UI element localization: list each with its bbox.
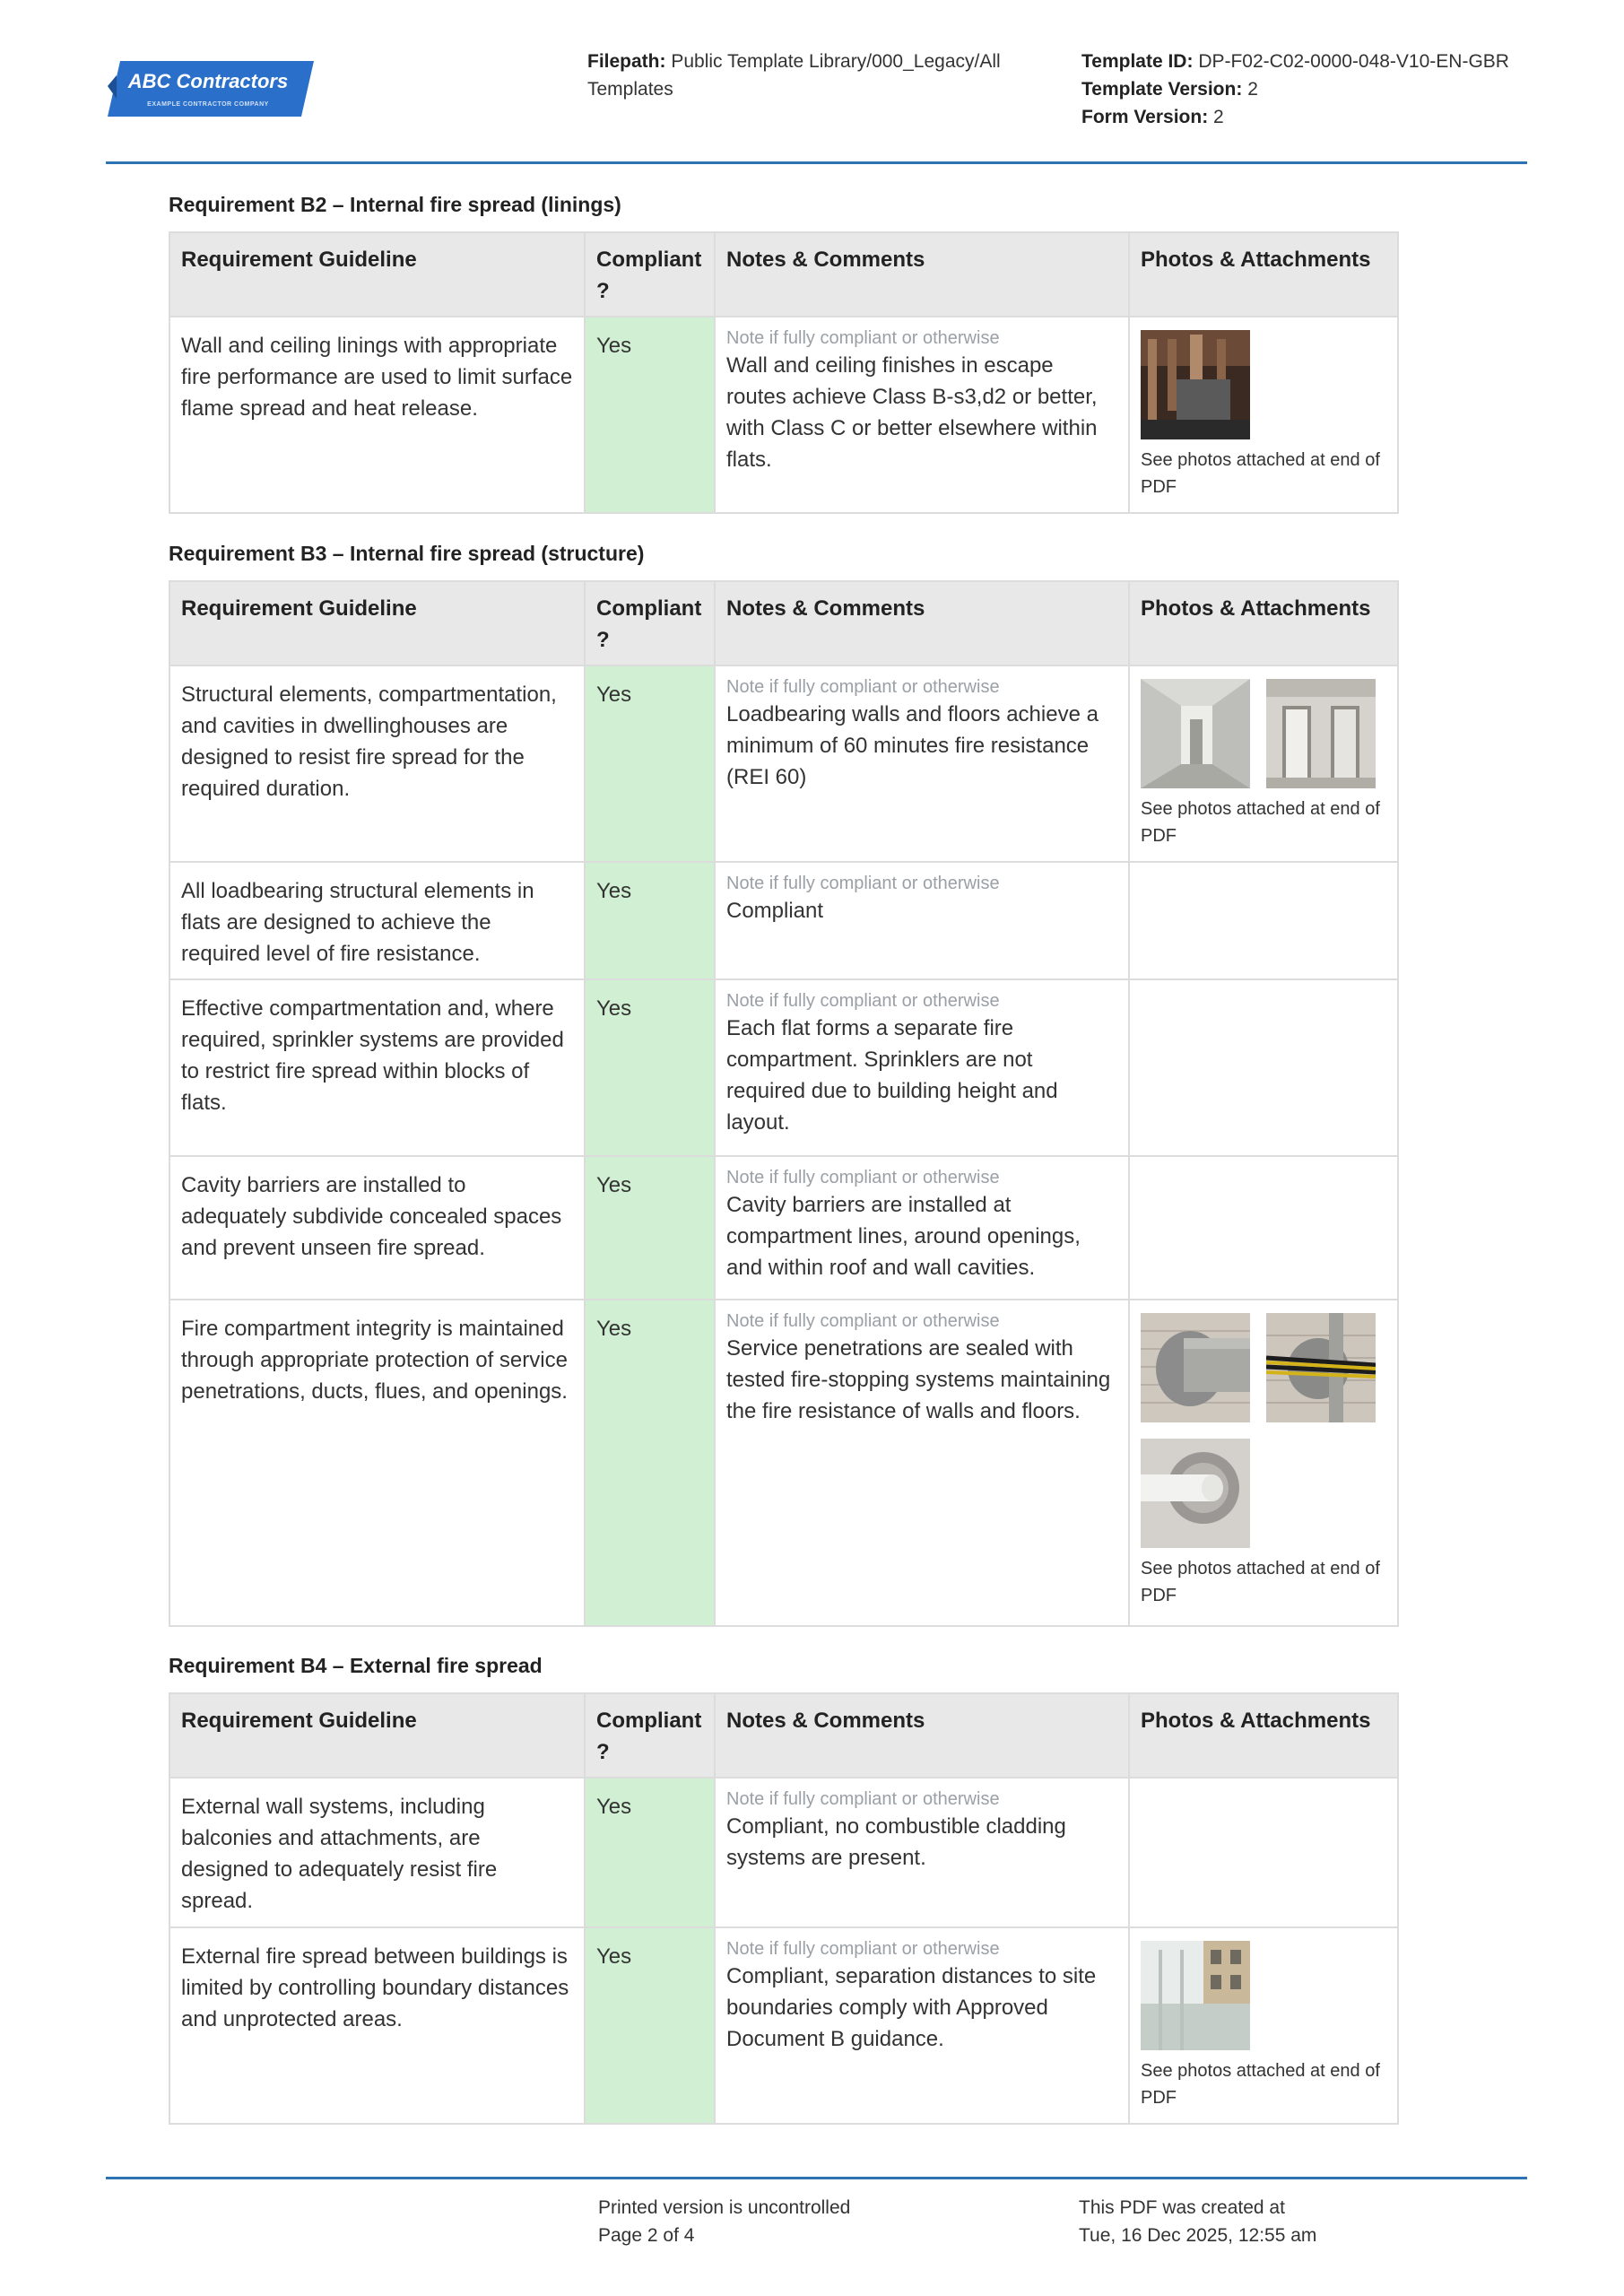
table-row [169, 862, 1398, 979]
photos-cell [1129, 1778, 1398, 1927]
photos-cell [1129, 979, 1398, 1156]
template-version-label: Template Version: [1081, 79, 1243, 100]
guideline-cell: External fire spread between buildings is limited by controlling boundary distances and unprotected areas. [169, 1927, 585, 2124]
notes-cell [715, 1156, 1129, 1300]
note-text: Service penetrations are sealed with tested fire-stopping systems maintaining the fire resistance of walls and floors. [726, 1336, 1111, 1423]
photos-cell [1129, 317, 1398, 513]
table-header-row [169, 1693, 1398, 1778]
filepath-value: Public Template Library/000_Legacy/All Templates [587, 51, 1001, 100]
notes-cell [715, 317, 1129, 513]
requirement-table-b3 [169, 580, 1399, 1627]
photo-note: See photos attached at end of PDF [1141, 799, 1380, 846]
company-logo [108, 59, 314, 118]
compliant-cell: Yes [585, 1156, 715, 1300]
table-header-row [169, 232, 1398, 317]
col-header-compliant: Compliant ? [585, 232, 715, 317]
table-row [169, 1778, 1398, 1927]
guideline-cell: Effective compartmentation and, where required, sprinkler systems are provided to restrict fire spread within blocks of flats. [169, 979, 585, 1156]
template-meta-block [1081, 48, 1548, 131]
guideline-cell: Structural elements, compartmentation, and cavities in dwellinghouses are designed to resist fire spread for the required duration. [169, 665, 585, 862]
col-header-compliant: Compliant ? [585, 1693, 715, 1778]
guideline-cell: Cavity barriers are installed to adequately subdivide concealed spaces and prevent unseen fire spread. [169, 1156, 585, 1300]
compliant-cell: Yes [585, 1778, 715, 1927]
note-hint: Note if fully compliant or otherwise [726, 677, 1000, 697]
col-header-notes: Notes & Comments [715, 232, 1129, 317]
note-hint: Note if fully compliant or otherwise [726, 991, 1000, 1011]
guideline-cell: All loadbearing structural elements in flats are designed to achieve the required level of fire resistance. [169, 862, 585, 979]
notes-cell [715, 1300, 1129, 1626]
compliant-cell: Yes [585, 665, 715, 862]
col-header-photos: Photos & Attachments [1129, 232, 1398, 317]
photo-thumbnail[interactable] [1141, 330, 1250, 439]
photos-cell [1129, 1156, 1398, 1300]
table-header-row [169, 581, 1398, 665]
table-row [169, 1927, 1398, 2124]
table-row [169, 1300, 1398, 1626]
photos-cell [1129, 1300, 1398, 1626]
filepath-label: Filepath: [587, 51, 666, 72]
col-header-notes: Notes & Comments [715, 1693, 1129, 1778]
compliant-cell: Yes [585, 1300, 715, 1626]
col-header-compliant: Compliant ? [585, 581, 715, 665]
template-id-value: DP-F02-C02-0000-048-V10-EN-GBR [1198, 51, 1509, 72]
footer-divider [106, 2177, 1527, 2179]
photos-cell [1129, 1927, 1398, 2124]
note-text: Compliant, no combustible cladding systems are present. [726, 1814, 1066, 1870]
photo-note: See photos attached at end of PDF [1141, 1559, 1380, 1605]
compliant-cell: Yes [585, 979, 715, 1156]
table-row [169, 1156, 1398, 1300]
created-timestamp: Tue, 16 Dec 2025, 12:55 am [1079, 2225, 1317, 2246]
form-version-label: Form Version: [1081, 107, 1209, 127]
photo-thumbnail[interactable] [1141, 1941, 1250, 2050]
photo-note: See photos attached at end of PDF [1141, 450, 1380, 497]
logo-tagline: EXAMPLE CONTRACTOR COMPANY [147, 101, 269, 108]
col-header-guideline: Requirement Guideline [169, 232, 585, 317]
form-version-value: 2 [1213, 107, 1224, 127]
col-header-photos: Photos & Attachments [1129, 1693, 1398, 1778]
uncontrolled-notice: Printed version is uncontrolled [598, 2197, 851, 2218]
filepath-block [587, 48, 1054, 103]
note-hint: Note if fully compliant or otherwise [726, 1939, 1000, 1959]
col-header-photos: Photos & Attachments [1129, 581, 1398, 665]
col-header-guideline: Requirement Guideline [169, 581, 585, 665]
photos-cell [1129, 665, 1398, 862]
notes-cell [715, 1778, 1129, 1927]
footer-right [1079, 2194, 1316, 2249]
note-text: Compliant [726, 899, 824, 923]
template-id-label: Template ID: [1081, 51, 1194, 72]
guideline-cell: External wall systems, including balconies and attachments, are designed to adequately resist fire spread. [169, 1778, 585, 1927]
guideline-cell: Wall and ceiling linings with appropriate fire performance are used to limit surface flame spread and heat release. [169, 317, 585, 513]
note-text: Cavity barriers are installed at compartment lines, around openings, and within roof and wall cavities. [726, 1193, 1081, 1280]
note-text: Each flat forms a separate fire compartment. Sprinklers are not required due to building height and layout. [726, 1016, 1058, 1135]
requirement-table-b2 [169, 231, 1399, 514]
note-hint: Note if fully compliant or otherwise [726, 1789, 1000, 1809]
table-row [169, 317, 1398, 513]
logo-name: ABC Contractors [127, 70, 289, 92]
notes-cell [715, 979, 1129, 1156]
header-divider [106, 161, 1527, 164]
section-title-b2: Requirement B2 – Internal fire spread (linings) [169, 193, 621, 216]
photo-thumbnail[interactable] [1141, 679, 1250, 788]
notes-cell [715, 1927, 1129, 2124]
section-title-b4: Requirement B4 – External fire spread [169, 1654, 543, 1677]
note-hint: Note if fully compliant or otherwise [726, 1311, 1000, 1331]
compliant-cell: Yes [585, 1927, 715, 2124]
notes-cell [715, 862, 1129, 979]
photo-thumbnail[interactable] [1266, 1313, 1376, 1422]
photo-thumbnail[interactable] [1266, 679, 1376, 788]
note-hint: Note if fully compliant or otherwise [726, 1168, 1000, 1187]
note-hint: Note if fully compliant or otherwise [726, 874, 1000, 893]
col-header-notes: Notes & Comments [715, 581, 1129, 665]
compliant-cell: Yes [585, 317, 715, 513]
photo-note: See photos attached at end of PDF [1141, 2061, 1380, 2108]
requirement-table-b4 [169, 1692, 1399, 2125]
compliant-cell: Yes [585, 862, 715, 979]
photo-thumbnail[interactable] [1141, 1313, 1250, 1422]
template-version-value: 2 [1247, 79, 1258, 100]
table-row [169, 979, 1398, 1156]
notes-cell [715, 665, 1129, 862]
col-header-guideline: Requirement Guideline [169, 1693, 585, 1778]
photos-cell [1129, 862, 1398, 979]
created-label: This PDF was created at [1079, 2197, 1285, 2218]
photo-thumbnail[interactable] [1141, 1439, 1250, 1548]
section-title-b3: Requirement B3 – Internal fire spread (structure) [169, 542, 645, 565]
footer-left [598, 2194, 850, 2249]
table-row [169, 665, 1398, 862]
note-text: Loadbearing walls and floors achieve a minimum of 60 minutes fire resistance (REI 60) [726, 702, 1099, 789]
note-text: Wall and ceiling finishes in escape routes achieve Class B-s3,d2 or better, with Class C or better elsewhere within flats. [726, 353, 1098, 472]
guideline-cell: Fire compartment integrity is maintained through appropriate protection of service penetrations, ducts, flues, and openings. [169, 1300, 585, 1626]
page-number: Page 2 of 4 [598, 2225, 695, 2246]
note-text: Compliant, separation distances to site boundaries comply with Approved Document B guidance. [726, 1964, 1097, 2051]
note-hint: Note if fully compliant or otherwise [726, 328, 1000, 348]
